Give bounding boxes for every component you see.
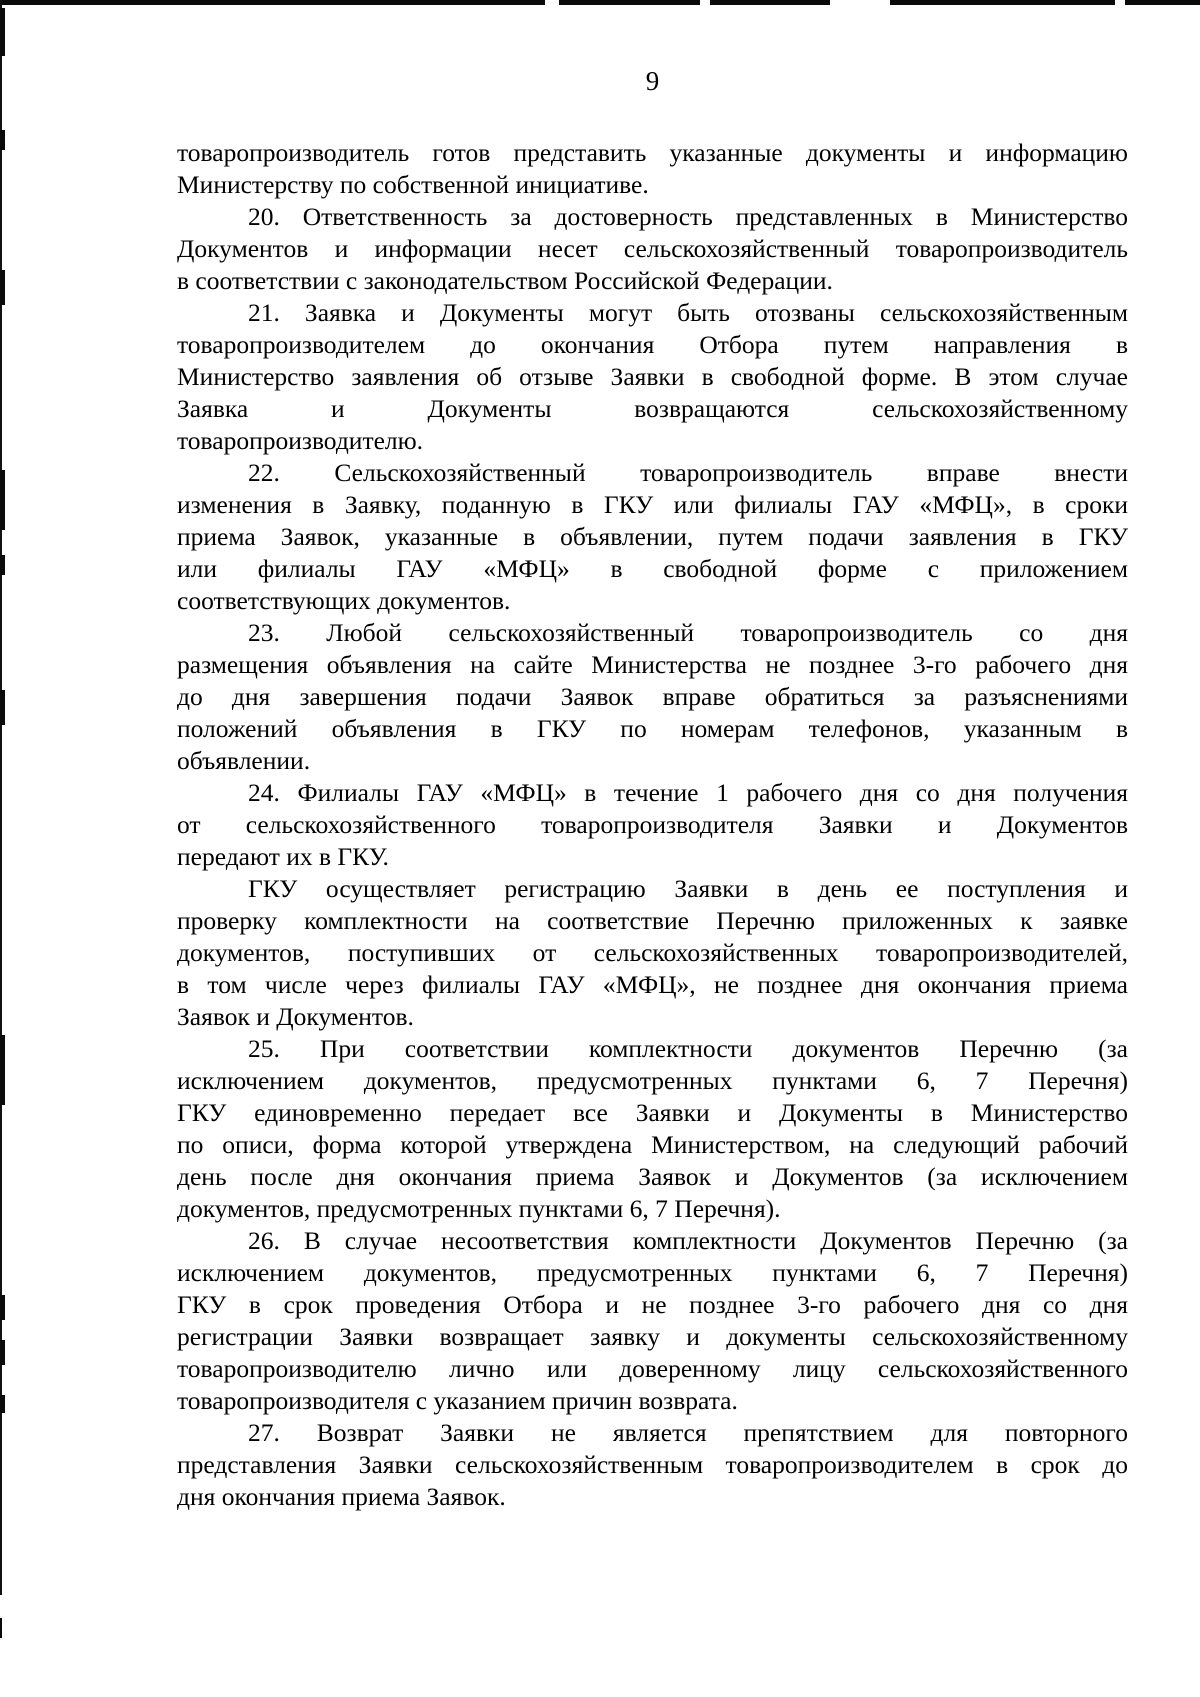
scan-left-blob	[0, 1295, 5, 1320]
text-line-39: товаропроизводителю лично или доверенному лицу сельскохозяйственного	[177, 1354, 1128, 1383]
text-line-27: в том числе через филиалы ГАУ «МФЦ», не позднее дня окончания приема	[177, 970, 1128, 999]
text-line-16: 23. Любой сельскохозяйственный товаропроизводитель со дня	[248, 618, 1128, 647]
text-line-43: дня окончания приема Заявок.	[177, 1482, 506, 1511]
text-line-35: 26. В случае несоответствия комплектности Документов Перечню (за	[248, 1226, 1128, 1255]
text-line-28: Заявок и Документов.	[177, 1002, 414, 1031]
text-line-9: Заявка и Документы возвращаются сельскохозяйственному	[177, 394, 1128, 423]
text-line-20: объявлении.	[177, 746, 311, 775]
text-line-12: изменения в Заявку, поданную в ГКУ или филиалы ГАУ «МФЦ», в сроки	[177, 490, 1128, 519]
text-line-21: 24. Филиалы ГАУ «МФЦ» в течение 1 рабочего дня со дня получения	[248, 778, 1128, 807]
scan-left-blob	[0, 1618, 2, 1638]
text-line-22: от сельскохозяйственного товаропроизводителя Заявки и Документов	[177, 810, 1128, 839]
text-line-8: Министерство заявления об отзыве Заявки в свободной форме. В этом случае	[177, 362, 1128, 391]
scan-left-blob	[0, 470, 5, 530]
text-line-3: 20. Ответственность за достоверность представленных в Министерство	[248, 202, 1128, 231]
text-line-33: день после дня окончания приема Заявок и Документов (за исключением	[177, 1162, 1128, 1191]
scan-left-blob	[0, 1395, 5, 1413]
text-line-41: 27. Возврат Заявки не является препятствием для повторного	[248, 1418, 1128, 1447]
scan-left-blob	[0, 270, 5, 305]
text-line-37: ГКУ в срок проведения Отбора и не позднее 3-го рабочего дня со дня	[177, 1290, 1128, 1319]
scan-left-blob	[0, 690, 5, 725]
text-line-10: товаропроизводителю.	[177, 426, 424, 455]
text-line-2: Министерству по собственной инициативе.	[177, 170, 649, 199]
text-line-4: Документов и информации несет сельскохозяйственный товаропроизводитель	[177, 234, 1128, 263]
text-line-11: 22. Сельскохозяйственный товаропроизводитель вправе внести	[248, 458, 1128, 487]
text-line-32: по описи, форма которой утверждена Министерством, на следующий рабочий	[177, 1130, 1128, 1159]
text-line-19: положений объявления в ГКУ по номерам телефонов, указанным в	[177, 714, 1128, 743]
text-line-6: 21. Заявка и Документы могут быть отозваны сельскохозяйственным	[248, 298, 1128, 327]
scan-left-blob	[0, 1340, 5, 1365]
text-line-30: исключением документов, предусмотренных пунктами 6, 7 Перечня)	[177, 1066, 1128, 1095]
scan-top-edge-artifact	[0, 0, 1200, 5]
scan-left-blob	[0, 8, 5, 56]
text-line-38: регистрации Заявки возвращает заявку и документы сельскохозяйственному	[177, 1322, 1128, 1351]
text-line-15: соответствующих документов.	[177, 586, 511, 615]
text-line-5: в соответствии с законодательством Российской Федерации.	[177, 266, 833, 295]
text-line-29: 25. При соответствии комплектности документов Перечню (за	[248, 1034, 1128, 1063]
text-line-34: документов, предусмотренных пунктами 6, 7 Перечня).	[177, 1194, 781, 1223]
text-line-25: проверку комплектности на соответствие Перечню приложенных к заявке	[177, 906, 1128, 935]
text-line-13: приема Заявок, указанные в объявлении, путем подачи заявления в ГКУ	[177, 522, 1128, 551]
text-line-31: ГКУ единовременно передает все Заявки и Документы в Министерство	[177, 1098, 1128, 1127]
text-line-17: размещения объявления на сайте Министерства не позднее 3-го рабочего дня	[177, 650, 1128, 679]
text-line-40: товаропроизводителя с указанием причин возврата.	[177, 1386, 738, 1415]
text-line-7: товаропроизводителем до окончания Отбора путем направления в	[177, 330, 1128, 359]
text-line-14: или филиалы ГАУ «МФЦ» в свободной форме с приложением	[177, 554, 1128, 583]
text-line-24: ГКУ осуществляет регистрацию Заявки в день ее поступления и	[248, 874, 1128, 903]
text-line-42: представления Заявки сельскохозяйственным товаропроизводителем в срок до	[177, 1450, 1128, 1479]
scan-left-blob	[0, 555, 5, 575]
document-text	[177, 137, 1128, 1513]
scan-left-blob	[0, 1035, 5, 1105]
text-line-1: товаропроизводитель готов представить указанные документы и информацию	[177, 138, 1128, 167]
text-line-18: до дня завершения подачи Заявок вправе обратиться за разъяснениями	[177, 682, 1128, 711]
page-number: 9	[645, 66, 660, 96]
text-line-26: документов, поступивших от сельскохозяйственных товаропроизводителей,	[177, 938, 1128, 967]
scan-left-blob	[0, 130, 5, 150]
text-line-23: передают их в ГКУ.	[177, 842, 389, 871]
text-line-36: исключением документов, предусмотренных пунктами 6, 7 Перечня)	[177, 1258, 1128, 1287]
